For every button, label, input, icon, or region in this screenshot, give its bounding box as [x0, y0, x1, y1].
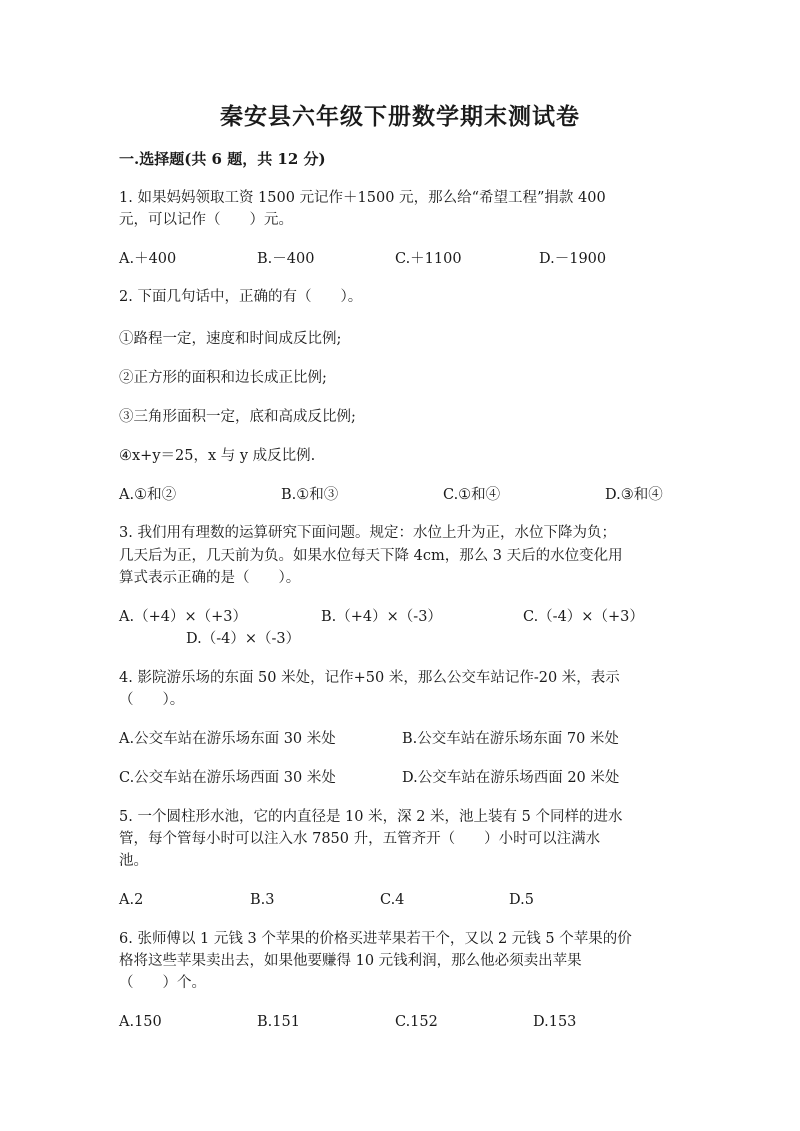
- q4-line-2: （ ）。: [119, 692, 185, 708]
- q4-option-c: C.公交车站在游乐场西面 30 米处: [119, 770, 336, 786]
- q3-option-a: A.（+4）×（+3）: [119, 609, 247, 625]
- q4-option-b: B.公交车站在游乐场东面 70 米处: [402, 731, 619, 747]
- q6-option-c: C.152: [395, 1014, 438, 1030]
- q2-statement-2: ②正方形的面积和边长成正比例;: [119, 370, 327, 386]
- q3-line-3: 算式表示正确的是（ ）。: [119, 570, 301, 586]
- q6-line-3: （ ）个。: [119, 975, 206, 991]
- page-title: 秦安县六年级下册数学期末测试卷: [220, 103, 580, 130]
- q2-statement-4: ④x+y＝25，x 与 y 成反比例.: [119, 448, 316, 464]
- q5-option-c: C.4: [380, 892, 405, 908]
- q5-option-d: D.5: [509, 892, 534, 908]
- q2-option-d: D.③和④: [605, 487, 663, 503]
- q1-option-b: B.－400: [257, 251, 315, 267]
- q5-line-2: 管，每个管每小时可以注入水 7850 升，五管齐开（ ）小时可以注满水: [119, 831, 601, 847]
- q3-option-d: D.（-4）×（-3）: [186, 631, 301, 647]
- q5-line-1: 5. 一个圆柱形水池，它的内直径是 10 米，深 2 米，池上装有 5 个同样的进水: [119, 809, 623, 825]
- q5-option-b: B.3: [250, 892, 275, 908]
- q3-option-c: C.（-4）×（+3）: [523, 609, 644, 625]
- section-heading: 一.选择题(共 6 题，共 12 分): [119, 150, 326, 168]
- q6-line-1: 6. 张师傅以 1 元钱 3 个苹果的价格买进苹果若干个，又以 2 元钱 5 个苹果的价: [119, 931, 632, 947]
- q6-line-2: 格将这些苹果卖出去，如果他要赚得 10 元钱利润，那么他必须卖出苹果: [119, 953, 582, 969]
- q3-line-2: 几天后为正，几天前为负。如果水位每天下降 4cm，那么 3 天后的水位变化用: [119, 548, 623, 564]
- q6-option-b: B.151: [257, 1014, 300, 1030]
- q5-option-a: A.2: [119, 892, 144, 908]
- q6-option-a: A.150: [119, 1014, 162, 1030]
- q2-option-a: A.①和②: [119, 487, 177, 503]
- q6-option-d: D.153: [533, 1014, 577, 1030]
- q3-option-b: B.（+4）×（-3）: [321, 609, 442, 625]
- q2-statement-3: ③三角形面积一定，底和高成反比例;: [119, 409, 356, 425]
- q1-line-2: 元，可以记作（ ）元。: [119, 212, 293, 228]
- q1-option-d: D.－1900: [539, 251, 607, 267]
- q2-statement-1: ①路程一定，速度和时间成反比例;: [119, 331, 342, 347]
- q4-option-a: A.公交车站在游乐场东面 30 米处: [119, 731, 336, 747]
- q2-line-1: 2. 下面几句话中，正确的有（ ）。: [119, 289, 363, 305]
- q5-line-3: 池。: [119, 853, 148, 869]
- q2-option-b: B.①和③: [281, 487, 339, 503]
- q1-option-a: A.＋400: [119, 251, 177, 267]
- q3-line-1: 3. 我们用有理数的运算研究下面问题。规定：水位上升为正，水位下降为负；: [119, 525, 616, 541]
- q1-option-c: C.＋1100: [395, 251, 462, 267]
- q4-line-1: 4. 影院游乐场的东面 50 米处，记作+50 米，那么公交车站记作-20 米，表示: [119, 670, 620, 686]
- q1-line-1: 1. 如果妈妈领取工资 1500 元记作＋1500 元，那么给“希望工程”捐款 400: [119, 190, 606, 206]
- q4-option-d: D.公交车站在游乐场西面 20 米处: [402, 770, 620, 786]
- q2-option-c: C.①和④: [443, 487, 501, 503]
